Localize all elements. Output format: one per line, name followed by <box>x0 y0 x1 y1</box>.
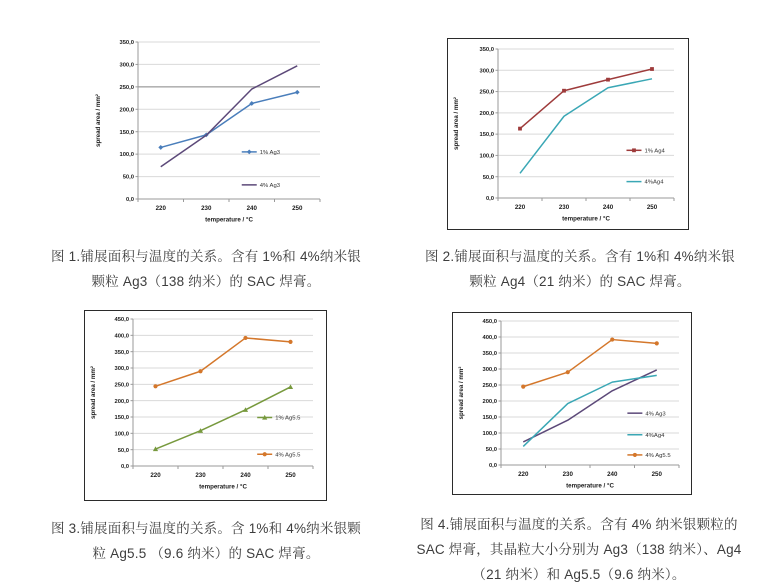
svg-text:1% Ag5.5: 1% Ag5.5 <box>275 415 301 422</box>
svg-text:1% Ag4: 1% Ag4 <box>644 148 665 155</box>
svg-text:200,0: 200,0 <box>479 110 494 117</box>
svg-text:spread area / mm²: spread area / mm² <box>458 366 465 420</box>
svg-text:0,0: 0,0 <box>125 197 134 204</box>
svg-text:230: 230 <box>562 471 573 478</box>
svg-text:150,0: 150,0 <box>119 129 134 136</box>
svg-text:4%Ag4: 4%Ag4 <box>644 179 664 186</box>
svg-text:150,0: 150,0 <box>114 415 129 422</box>
svg-text:450,0: 450,0 <box>482 319 497 326</box>
line-chart-svg <box>90 26 325 228</box>
figure-1-caption <box>28 244 384 294</box>
figure-4-caption <box>390 512 768 585</box>
svg-text:250,0: 250,0 <box>482 383 497 390</box>
figure-2-caption <box>398 244 762 294</box>
svg-text:50,0: 50,0 <box>122 174 134 181</box>
svg-text:200,0: 200,0 <box>482 399 497 406</box>
figure-4-chart <box>452 312 692 495</box>
svg-text:240: 240 <box>246 205 257 212</box>
svg-text:4% Ag3: 4% Ag3 <box>645 411 666 418</box>
caption-line: （21 纳米）和 Ag5.5（9.6 纳米）。 <box>472 567 686 582</box>
svg-text:150,0: 150,0 <box>479 132 494 139</box>
svg-text:temperature / °C: temperature / °C <box>562 215 610 223</box>
svg-text:350,0: 350,0 <box>119 40 134 47</box>
svg-text:200,0: 200,0 <box>114 398 129 405</box>
figure-2-chart <box>447 38 689 230</box>
line-chart-svg <box>85 311 326 500</box>
svg-text:240: 240 <box>607 471 618 478</box>
svg-text:50,0: 50,0 <box>482 174 494 181</box>
svg-text:250: 250 <box>646 204 658 211</box>
svg-text:4% Ag3: 4% Ag3 <box>259 182 281 189</box>
svg-text:temperature / °C: temperature / °C <box>566 482 614 490</box>
svg-text:temperature / °C: temperature / °C <box>199 483 247 491</box>
svg-text:300,0: 300,0 <box>479 68 494 75</box>
svg-text:temperature / °C: temperature / °C <box>205 216 253 224</box>
svg-text:4% Ag5.5: 4% Ag5.5 <box>645 453 671 460</box>
svg-text:300,0: 300,0 <box>119 62 134 69</box>
svg-text:250: 250 <box>285 472 296 479</box>
svg-text:400,0: 400,0 <box>482 335 497 342</box>
svg-text:0,0: 0,0 <box>120 464 129 471</box>
svg-text:250,0: 250,0 <box>479 89 494 96</box>
svg-text:240: 240 <box>240 472 251 479</box>
svg-text:220: 220 <box>518 471 529 478</box>
figure-1-chart <box>90 26 325 228</box>
svg-text:250: 250 <box>651 471 662 478</box>
svg-text:250: 250 <box>292 205 303 212</box>
svg-text:spread area / mm²: spread area / mm² <box>95 94 102 147</box>
svg-text:250,0: 250,0 <box>114 382 129 389</box>
figure-3-caption <box>28 516 384 566</box>
caption-line: 颗粒 Ag4（21 纳米）的 SAC 焊膏。 <box>469 274 691 289</box>
line-chart-svg <box>453 313 691 494</box>
caption-line: 图 2.铺展面积与温度的关系。含有 1%和 4%纳米银 <box>425 249 735 264</box>
svg-text:250,0: 250,0 <box>119 84 134 91</box>
svg-text:350,0: 350,0 <box>482 351 497 358</box>
svg-text:1% Ag3: 1% Ag3 <box>259 150 281 156</box>
svg-text:spread area / mm²: spread area / mm² <box>90 366 97 419</box>
svg-text:150,0: 150,0 <box>482 415 497 422</box>
svg-text:350,0: 350,0 <box>479 47 494 54</box>
svg-text:230: 230 <box>558 204 570 211</box>
svg-text:220: 220 <box>514 204 526 211</box>
svg-text:4% Ag5.5: 4% Ag5.5 <box>275 452 301 459</box>
svg-text:100,0: 100,0 <box>479 153 494 160</box>
caption-line: 图 4.铺展面积与温度的关系。含有 4% 纳米银颗粒的 <box>420 517 738 532</box>
svg-text:spread area / mm²: spread area / mm² <box>453 97 460 150</box>
svg-text:50,0: 50,0 <box>485 447 497 454</box>
caption-line: 颗粒 Ag3（138 纳米）的 SAC 焊膏。 <box>91 274 321 289</box>
svg-text:350,0: 350,0 <box>114 349 129 356</box>
svg-text:300,0: 300,0 <box>114 366 129 373</box>
figure-3-chart <box>84 310 327 501</box>
svg-text:450,0: 450,0 <box>114 317 129 324</box>
svg-text:100,0: 100,0 <box>482 431 497 438</box>
svg-text:4%Ag4: 4%Ag4 <box>645 432 665 439</box>
svg-text:300,0: 300,0 <box>482 367 497 374</box>
caption-line: 图 1.铺展面积与温度的关系。含有 1%和 4%纳米银 <box>51 249 361 264</box>
svg-text:230: 230 <box>201 205 212 212</box>
svg-text:0,0: 0,0 <box>485 196 494 203</box>
svg-text:200,0: 200,0 <box>119 107 134 114</box>
svg-text:100,0: 100,0 <box>119 152 134 159</box>
svg-text:220: 220 <box>155 205 166 212</box>
svg-text:240: 240 <box>602 204 614 211</box>
caption-line: 图 3.铺展面积与温度的关系。含 1%和 4%纳米银颗 <box>51 521 361 536</box>
svg-text:400,0: 400,0 <box>114 333 129 340</box>
svg-text:220: 220 <box>150 472 161 479</box>
svg-text:50,0: 50,0 <box>117 447 129 454</box>
line-chart-svg <box>448 39 688 229</box>
svg-text:230: 230 <box>195 472 206 479</box>
svg-text:100,0: 100,0 <box>114 431 129 438</box>
caption-line: SAC 焊膏，其晶粒大小分别为 Ag3（138 纳米）、Ag4 <box>416 542 742 557</box>
caption-line: 粒 Ag5.5 （9.6 纳米）的 SAC 焊膏。 <box>92 546 320 561</box>
svg-text:0,0: 0,0 <box>488 463 497 470</box>
